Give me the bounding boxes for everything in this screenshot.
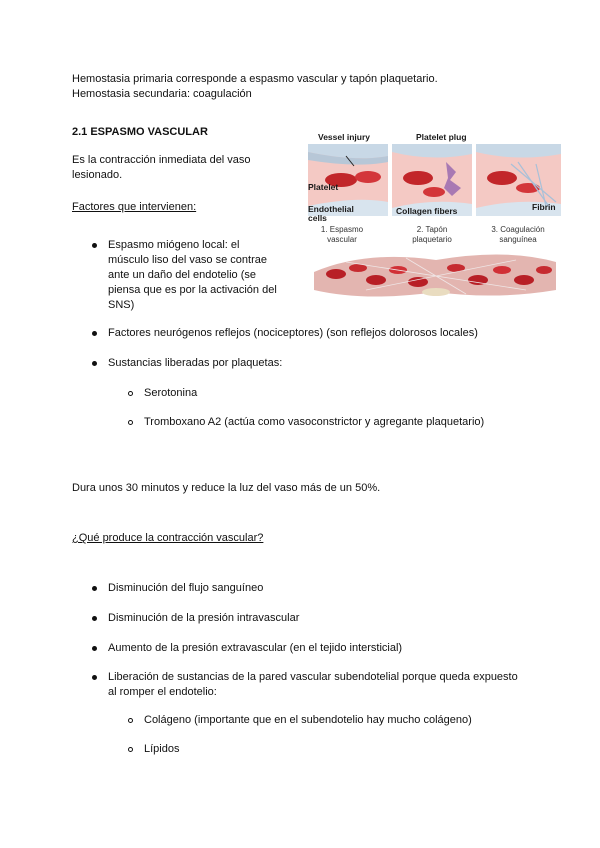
label-collagen-fibers: Collagen fibers	[396, 206, 458, 216]
intro-line-1: Hemostasia primaria corresponde a espasmo vascular y tapón plaquetario.	[72, 73, 438, 85]
question-heading: ¿Qué produce la contracción vascular?	[72, 532, 264, 544]
step-3-line-2: sanguínea	[499, 235, 537, 244]
factor-1-line-4: piensa que es por la activación del	[108, 284, 277, 296]
definition-line-2: lesionado.	[72, 169, 123, 181]
effect-3: Aumento de la presión extravascular (en el tejido intersticial)	[108, 642, 403, 654]
label-endothelial-1: Endothelial	[308, 204, 354, 214]
hemostasis-illustration	[306, 122, 563, 303]
label-fibrin: Fibrin	[532, 202, 556, 212]
factor-2: Factores neurógenos reflejos (nociceptores) (son reflejos dolorosos locales)	[108, 327, 478, 339]
label-platelet-plug: Platelet plug	[416, 132, 467, 142]
hemostasis-figure	[306, 122, 563, 303]
bullet-icon	[92, 586, 97, 591]
blood-clot-illustration	[314, 254, 556, 296]
duration-text: Dura unos 30 minutos y reduce la luz del vaso más de un 50%.	[72, 482, 381, 494]
sub-bullet-icon	[128, 718, 133, 723]
effect-2: Disminución de la presión intravascular	[108, 612, 300, 624]
step-2-line-1: 2. Tapón	[416, 225, 448, 234]
bullet-icon	[92, 331, 97, 336]
factor-3: Sustancias liberadas por plaquetas:	[108, 357, 283, 369]
effect-4-sub-lipidos: Lípidos	[144, 743, 180, 755]
sub-item-serotonina: Serotonina	[144, 387, 198, 399]
section-title: 2.1 ESPASMO VASCULAR	[72, 126, 208, 138]
sub-bullet-icon	[128, 420, 133, 425]
effect-1: Disminución del flujo sanguíneo	[108, 582, 264, 594]
sub-bullet-icon	[128, 747, 133, 752]
label-vessel-injury: Vessel injury	[318, 132, 370, 142]
factor-1-line-3: ante un daño del endotelio (se	[108, 269, 257, 281]
step-2-line-2: plaquetario	[412, 235, 452, 244]
bullet-icon	[92, 243, 97, 248]
label-platelet: Platelet	[308, 182, 339, 192]
sub-item-tromboxano: Tromboxano A2 (actúa como vasoconstrictor y agregante plaquetario)	[144, 416, 485, 428]
bullet-icon	[92, 616, 97, 621]
factors-heading: Factores que intervienen:	[72, 201, 197, 213]
effect-4-sub-colageno: Colágeno (importante que en el subendotelio hay mucho colágeno)	[144, 714, 472, 726]
step-1-line-2: vascular	[327, 235, 357, 244]
bullet-icon	[92, 361, 97, 366]
bullet-icon	[92, 646, 97, 651]
factor-1-line-5: SNS)	[108, 299, 135, 311]
step-3-line-1: 3. Coagulación	[491, 225, 545, 234]
definition-line-1: Es la contracción inmediata del vaso	[72, 154, 251, 166]
intro-line-2: Hemostasia secundaria: coagulación	[72, 88, 252, 100]
label-endothelial-2: cells	[308, 213, 327, 223]
effect-4-line-2: al romper el endotelio:	[108, 686, 217, 698]
factor-1-line-1: Espasmo miógeno local: el	[108, 239, 240, 251]
effect-4-line-1: Liberación de sustancias de la pared vascular subendotelial porque queda expuesto	[108, 671, 518, 683]
step-1-line-1: 1. Espasmo	[320, 225, 364, 234]
sub-bullet-icon	[128, 391, 133, 396]
bullet-icon	[92, 675, 97, 680]
factor-1-line-2: músculo liso del vaso se contrae	[108, 254, 267, 266]
